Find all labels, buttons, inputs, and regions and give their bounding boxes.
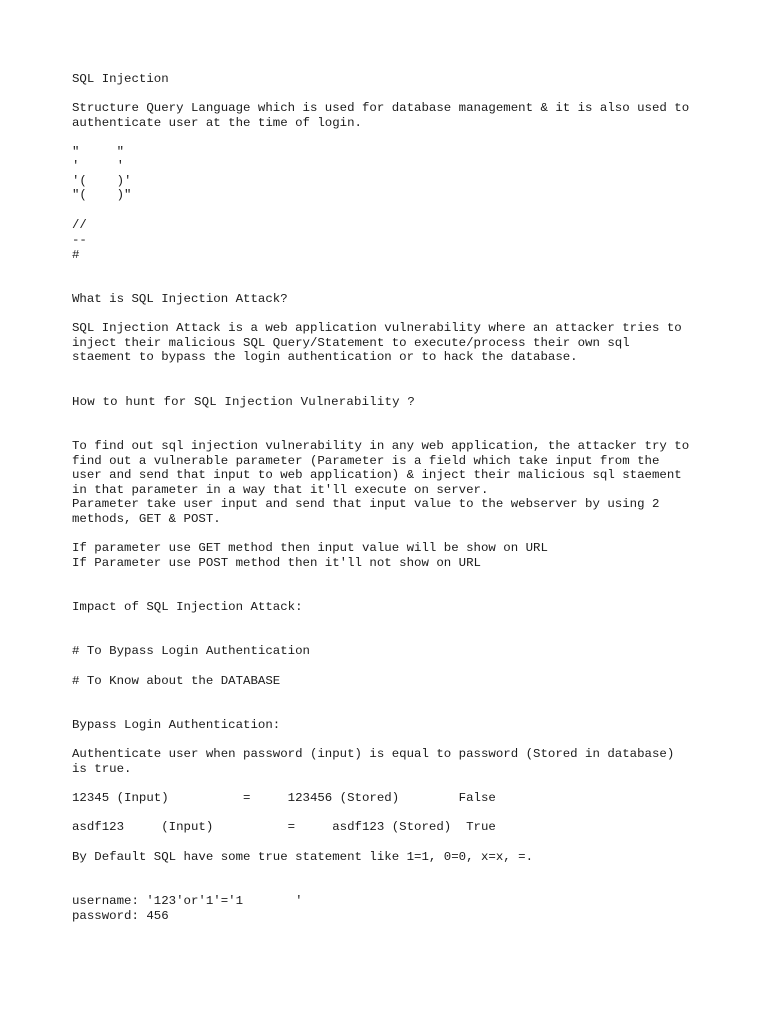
credential-line: username: '123'or'1'='1 ' xyxy=(72,894,303,908)
quote-line: '( )' xyxy=(72,174,132,188)
impact-item: # To Know about the DATABASE xyxy=(72,674,281,688)
compare-row: 12345 (Input) = 123456 (Stored) False xyxy=(72,791,496,805)
document-title: SQL Injection xyxy=(72,72,169,86)
comment-line: // xyxy=(72,218,87,232)
intro-line: authenticate user at the time of login. xyxy=(72,116,362,130)
hunt-body-line: To find out sql injection vulnerability in any web application, the attacker try to xyxy=(72,439,690,453)
what-body-line: staement to bypass the login authentication or to hack the database. xyxy=(72,350,578,364)
credential-line: password: 456 xyxy=(72,909,169,923)
section-heading-what: What is SQL Injection Attack? xyxy=(72,292,288,306)
quote-line: "( )" xyxy=(72,188,132,202)
what-body-line: SQL Injection Attack is a web application vulnerability where an attacker tries to xyxy=(72,321,682,335)
quote-line: " " xyxy=(72,145,125,159)
compare-row: asdf123 (Input) = asdf123 (Stored) True xyxy=(72,820,496,834)
section-heading-hunt: How to hunt for SQL Injection Vulnerability ? xyxy=(72,395,415,409)
hunt-body-line: Parameter take user input and send that input value to the webserver by using 2 xyxy=(72,497,660,511)
intro-line: Structure Query Language which is used for database management & it is also used to xyxy=(72,101,690,115)
hunt-body-line: methods, GET & POST. xyxy=(72,512,221,526)
section-heading-bypass: Bypass Login Authentication: xyxy=(72,718,281,732)
default-note: By Default SQL have some true statement like 1=1, 0=0, x=x, =. xyxy=(72,850,534,864)
quote-line: ' ' xyxy=(72,159,125,173)
method-line: If Parameter use POST method then it'll not show on URL xyxy=(72,556,481,570)
hunt-body-line: find out a vulnerable parameter (Parameter is a field which take input from the xyxy=(72,454,660,468)
bypass-body-line: is true. xyxy=(72,762,132,776)
comment-line: -- xyxy=(72,233,87,247)
hunt-body-line: in that parameter in a way that it'll execute on server. xyxy=(72,483,489,497)
comment-line: # xyxy=(72,248,80,262)
impact-item: # To Bypass Login Authentication xyxy=(72,644,310,658)
bypass-body-line: Authenticate user when password (input) is equal to password (Stored in database) xyxy=(72,747,675,761)
method-line: If parameter use GET method then input value will be show on URL xyxy=(72,541,548,555)
section-heading-impact: Impact of SQL Injection Attack: xyxy=(72,600,303,614)
what-body-line: inject their malicious SQL Query/Statement to execute/process their own sql xyxy=(72,336,630,350)
hunt-body-line: user and send that input to web application) & inject their malicious sql staement xyxy=(72,468,682,482)
